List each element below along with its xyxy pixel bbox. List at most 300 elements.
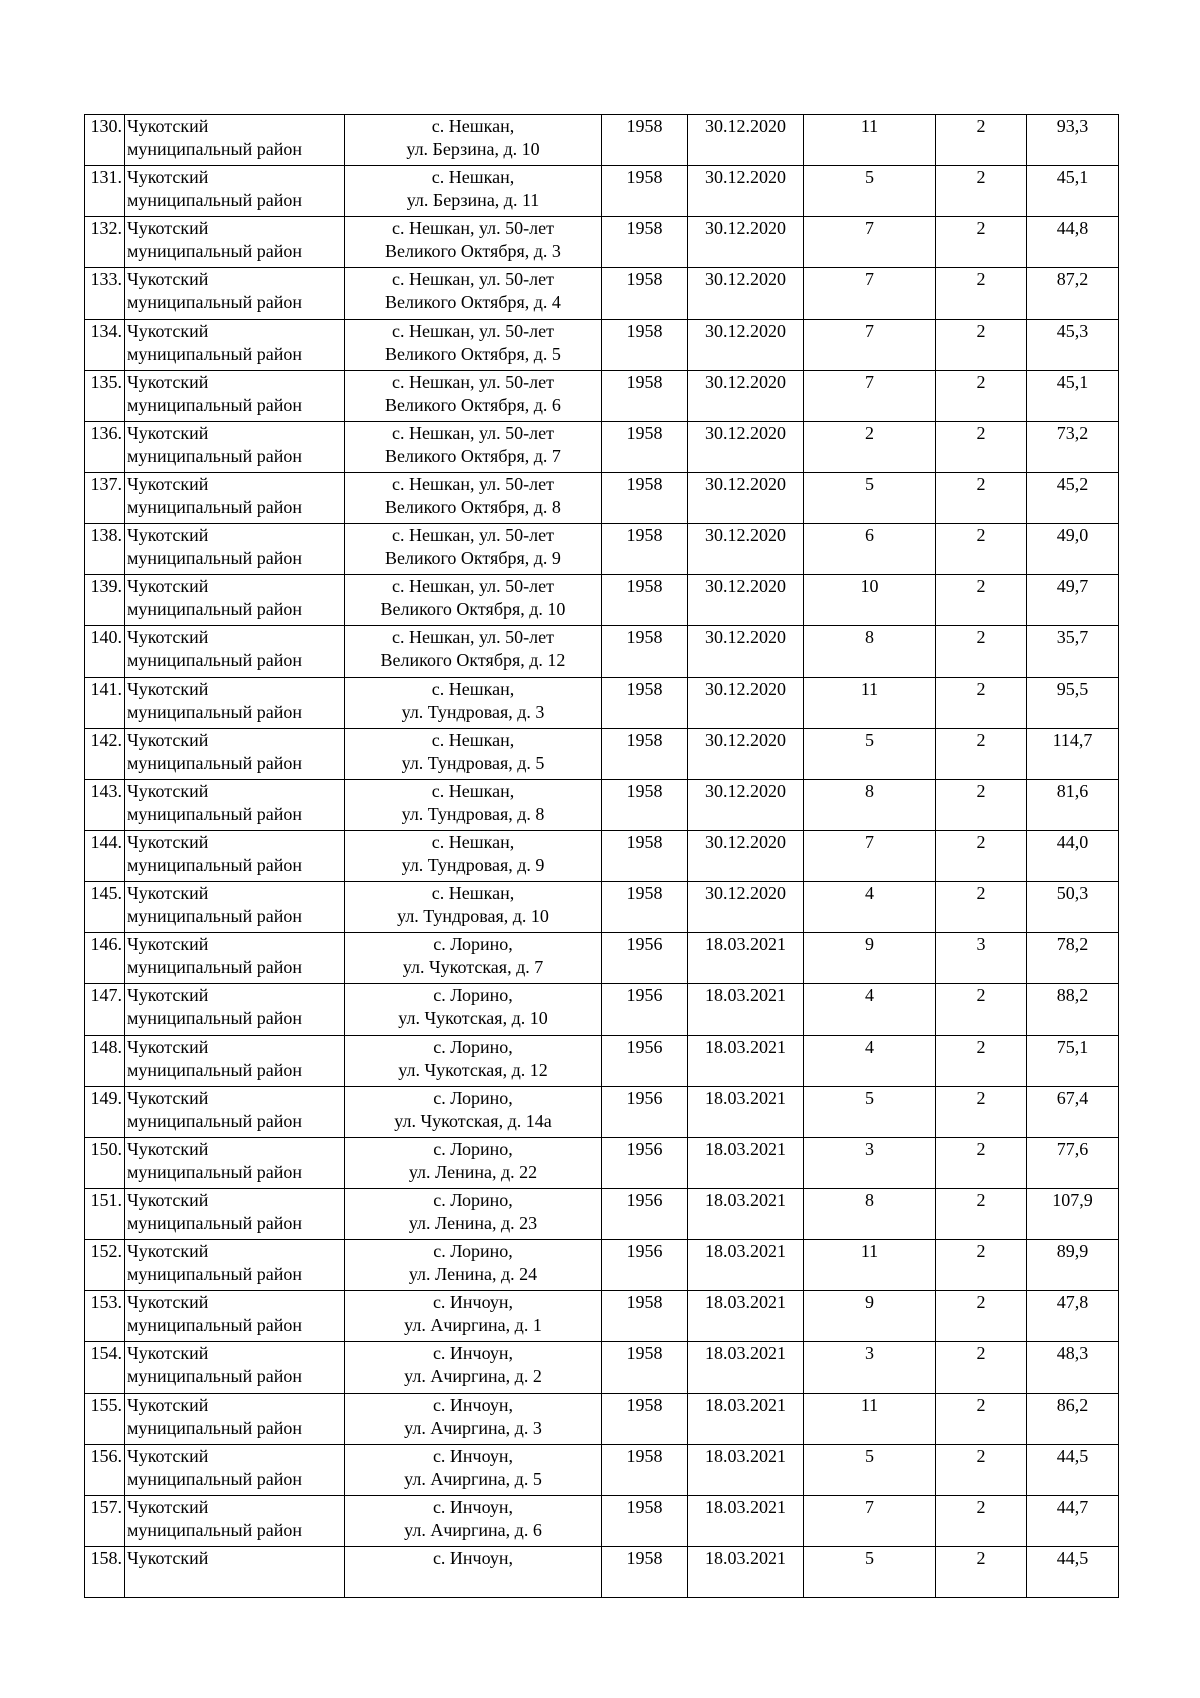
address-cell — [345, 1137, 602, 1188]
cell-c: 44,0 — [1056, 831, 1089, 852]
cell-mun2: муниципальный район — [127, 343, 303, 364]
table-row — [85, 1137, 1119, 1188]
address-cell — [345, 472, 602, 523]
area-cell — [1027, 1240, 1119, 1291]
cell-mun2: муниципальный район — [127, 1264, 303, 1285]
cell-mun1: Чукотский — [127, 831, 209, 852]
cell-b: 2 — [976, 473, 986, 494]
year-cell — [602, 779, 688, 830]
cell-a: 9 — [865, 934, 874, 955]
cell-c: 45,1 — [1056, 371, 1089, 392]
floors-cell — [936, 115, 1027, 166]
address-cell — [345, 984, 602, 1035]
address-cell — [345, 217, 602, 268]
cell-date: 18.03.2021 — [705, 1445, 786, 1466]
cell-b: 2 — [976, 1138, 986, 1159]
cell-b: 2 — [976, 1087, 986, 1108]
area-cell — [1027, 370, 1119, 421]
address-cell — [345, 1546, 602, 1597]
floors-cell — [936, 1291, 1027, 1342]
row-number — [85, 575, 125, 626]
cell-addr1: с. Нешкан, ул. 50-лет — [392, 269, 554, 290]
floors-cell — [936, 524, 1027, 575]
housing-registry-table — [84, 114, 1119, 1598]
cell-addr2: Великого Октября, д. 12 — [380, 650, 566, 671]
municipality-cell — [125, 677, 345, 728]
cell-year: 1958 — [626, 1547, 663, 1568]
cell-addr1: с. Нешкан, ул. 50-лет — [392, 422, 554, 443]
area-cell — [1027, 728, 1119, 779]
table-row — [85, 1086, 1119, 1137]
area-cell — [1027, 421, 1119, 472]
date-cell — [688, 575, 804, 626]
floors-cell — [936, 1035, 1027, 1086]
cell-mun2: муниципальный район — [127, 496, 303, 517]
count-cell — [804, 1086, 936, 1137]
cell-addr1: с. Нешкан, ул. 50-лет — [392, 576, 554, 597]
count-cell — [804, 626, 936, 677]
cell-mun2: муниципальный район — [127, 190, 303, 211]
cell-b: 2 — [976, 320, 986, 341]
cell-b: 2 — [976, 1394, 986, 1415]
cell-date: 18.03.2021 — [705, 1496, 786, 1517]
cell-date: 30.12.2020 — [705, 525, 786, 546]
cell-mun2: муниципальный район — [127, 1417, 303, 1438]
cell-addr1: с. Инчоун, — [432, 1343, 514, 1364]
cell-num: 150. — [90, 1138, 122, 1159]
row-number — [85, 933, 125, 984]
cell-mun2: муниципальный район — [127, 1315, 303, 1336]
cell-b: 2 — [976, 1189, 986, 1210]
date-cell — [688, 779, 804, 830]
count-cell — [804, 1035, 936, 1086]
cell-date: 18.03.2021 — [705, 1138, 786, 1159]
count-cell — [804, 677, 936, 728]
row-number — [85, 1291, 125, 1342]
municipality-cell — [125, 421, 345, 472]
cell-b: 2 — [976, 269, 986, 290]
floors-cell — [936, 779, 1027, 830]
cell-a: 5 — [865, 729, 874, 750]
cell-addr2: Великого Октября, д. 8 — [385, 496, 561, 517]
municipality-cell — [125, 1393, 345, 1444]
count-cell — [804, 268, 936, 319]
cell-num: 138. — [90, 525, 122, 546]
cell-mun2: муниципальный район — [127, 854, 303, 875]
cell-mun2: муниципальный район — [127, 292, 303, 313]
cell-a: 7 — [865, 831, 874, 852]
floors-cell — [936, 933, 1027, 984]
cell-mun1: Чукотский — [127, 1241, 209, 1262]
table-row — [85, 1546, 1119, 1597]
cell-num: 130. — [90, 116, 122, 136]
address-cell — [345, 575, 602, 626]
cell-addr1: с. Нешкан, ул. 50-лет — [392, 371, 554, 392]
date-cell — [688, 217, 804, 268]
cell-a: 5 — [865, 1445, 874, 1466]
cell-year: 1956 — [626, 985, 663, 1006]
floors-cell — [936, 626, 1027, 677]
year-cell — [602, 1393, 688, 1444]
cell-c: 114,7 — [1052, 729, 1093, 750]
floors-cell — [936, 370, 1027, 421]
cell-year: 1956 — [626, 1087, 663, 1108]
cell-date: 30.12.2020 — [705, 780, 786, 801]
address-cell — [345, 626, 602, 677]
count-cell — [804, 933, 936, 984]
area-cell — [1027, 217, 1119, 268]
area-cell — [1027, 1393, 1119, 1444]
count-cell — [804, 984, 936, 1035]
row-number — [85, 779, 125, 830]
area-cell — [1027, 984, 1119, 1035]
cell-addr2: ул. Тундровая, д. 3 — [401, 701, 545, 722]
address-cell — [345, 421, 602, 472]
address-cell — [345, 115, 602, 166]
cell-addr2: ул. Чукотская, д. 7 — [402, 957, 544, 978]
cell-b: 2 — [976, 678, 986, 699]
cell-a: 4 — [865, 883, 874, 904]
floors-cell — [936, 1240, 1027, 1291]
row-number — [85, 1546, 125, 1597]
area-cell — [1027, 268, 1119, 319]
date-cell — [688, 1444, 804, 1495]
cell-addr1: с. Инчоун, — [432, 1496, 514, 1517]
date-cell — [688, 1240, 804, 1291]
cell-num: 153. — [90, 1292, 122, 1313]
row-number — [85, 370, 125, 421]
cell-mun2: муниципальный район — [127, 445, 303, 466]
address-cell — [345, 1291, 602, 1342]
cell-num: 140. — [90, 627, 122, 648]
cell-a: 2 — [865, 422, 874, 443]
year-cell — [602, 575, 688, 626]
cell-addr2: ул. Тундровая, д. 5 — [401, 752, 545, 773]
date-cell — [688, 524, 804, 575]
table-row — [85, 1035, 1119, 1086]
area-cell — [1027, 1495, 1119, 1546]
cell-mun1: Чукотский — [127, 1036, 209, 1057]
cell-b: 2 — [976, 525, 986, 546]
table-row — [85, 370, 1119, 421]
cell-date: 30.12.2020 — [705, 218, 786, 239]
cell-year: 1958 — [626, 218, 663, 239]
table-row — [85, 882, 1119, 933]
cell-date: 30.12.2020 — [705, 269, 786, 290]
year-cell — [602, 1495, 688, 1546]
cell-c: 50,3 — [1056, 883, 1089, 904]
cell-a: 9 — [865, 1292, 874, 1313]
area-cell — [1027, 575, 1119, 626]
count-cell — [804, 728, 936, 779]
cell-addr2: ул. Ачиргина, д. 1 — [404, 1315, 542, 1336]
municipality-cell — [125, 1188, 345, 1239]
cell-year: 1958 — [626, 1394, 663, 1415]
cell-addr1: с. Нешкан, ул. 50-лет — [392, 218, 554, 239]
cell-mun2: муниципальный район — [127, 1212, 303, 1233]
cell-mun2: муниципальный район — [127, 957, 303, 978]
cell-a: 7 — [865, 320, 874, 341]
year-cell — [602, 1035, 688, 1086]
cell-num: 157. — [90, 1496, 122, 1517]
cell-date: 18.03.2021 — [705, 985, 786, 1006]
address-cell — [345, 1086, 602, 1137]
date-cell — [688, 1035, 804, 1086]
cell-num: 134. — [90, 320, 122, 341]
cell-mun2: муниципальный район — [127, 906, 303, 927]
cell-mun2: муниципальный район — [127, 650, 303, 671]
cell-addr1: с. Инчоун, — [432, 1445, 514, 1466]
municipality-cell — [125, 1137, 345, 1188]
cell-num: 151. — [90, 1189, 122, 1210]
date-cell — [688, 166, 804, 217]
cell-mun1: Чукотский — [127, 1189, 209, 1210]
address-cell — [345, 677, 602, 728]
cell-addr2: Великого Октября, д. 9 — [385, 548, 561, 569]
date-cell — [688, 319, 804, 370]
cell-b: 2 — [976, 831, 986, 852]
cell-mun1: Чукотский — [127, 371, 209, 392]
cell-addr1: с. Нешкан, — [431, 167, 515, 188]
table-row — [85, 575, 1119, 626]
cell-date: 30.12.2020 — [705, 729, 786, 750]
municipality-cell — [125, 779, 345, 830]
cell-year: 1958 — [626, 1445, 663, 1466]
cell-addr2: ул. Тундровая, д. 10 — [397, 906, 549, 927]
date-cell — [688, 1393, 804, 1444]
row-number — [85, 677, 125, 728]
date-cell — [688, 421, 804, 472]
cell-c: 44,8 — [1056, 218, 1089, 239]
cell-c: 49,0 — [1056, 525, 1089, 546]
address-cell — [345, 319, 602, 370]
cell-addr2: ул. Чукотская, д. 12 — [398, 1059, 548, 1080]
date-cell — [688, 1291, 804, 1342]
municipality-cell — [125, 115, 345, 166]
cell-addr1: с. Лорино, — [433, 1241, 513, 1262]
cell-c: 88,2 — [1056, 985, 1089, 1006]
cell-b: 2 — [976, 1445, 986, 1466]
municipality-cell — [125, 1035, 345, 1086]
year-cell — [602, 1444, 688, 1495]
date-cell — [688, 1342, 804, 1393]
cell-year: 1958 — [626, 422, 663, 443]
municipality-cell — [125, 1546, 345, 1597]
cell-num: 145. — [90, 883, 122, 904]
table-row — [85, 166, 1119, 217]
date-cell — [688, 882, 804, 933]
area-cell — [1027, 1342, 1119, 1393]
cell-num: 135. — [90, 371, 122, 392]
cell-addr2: ул. Берзина, д. 11 — [406, 190, 540, 211]
cell-b: 2 — [976, 1496, 986, 1517]
cell-year: 1958 — [626, 576, 663, 597]
cell-a: 8 — [865, 780, 874, 801]
area-cell — [1027, 1444, 1119, 1495]
count-cell — [804, 421, 936, 472]
cell-mun1: Чукотский — [127, 1547, 209, 1568]
cell-c: 86,2 — [1056, 1394, 1089, 1415]
date-cell — [688, 1546, 804, 1597]
year-cell — [602, 1291, 688, 1342]
cell-mun1: Чукотский — [127, 167, 209, 188]
cell-b: 2 — [976, 627, 986, 648]
municipality-cell — [125, 933, 345, 984]
floors-cell — [936, 1086, 1027, 1137]
cell-num: 132. — [90, 218, 122, 239]
cell-c: 73,2 — [1056, 422, 1089, 443]
year-cell — [602, 421, 688, 472]
year-cell — [602, 319, 688, 370]
floors-cell — [936, 882, 1027, 933]
cell-addr2: Великого Октября, д. 4 — [385, 292, 561, 313]
cell-year: 1958 — [626, 167, 663, 188]
table-row — [85, 524, 1119, 575]
cell-mun1: Чукотский — [127, 422, 209, 443]
cell-a: 11 — [860, 1394, 879, 1415]
year-cell — [602, 115, 688, 166]
cell-mun2: муниципальный район — [127, 803, 303, 824]
count-cell — [804, 115, 936, 166]
cell-num: 139. — [90, 576, 122, 597]
date-cell — [688, 268, 804, 319]
table-row — [85, 1188, 1119, 1239]
cell-addr2: Великого Октября, д. 3 — [385, 241, 561, 262]
cell-c: 93,3 — [1056, 116, 1089, 136]
cell-year: 1958 — [626, 525, 663, 546]
cell-addr1: с. Лорино, — [433, 1087, 513, 1108]
floors-cell — [936, 728, 1027, 779]
row-number — [85, 472, 125, 523]
date-cell — [688, 984, 804, 1035]
cell-addr1: с. Нешкан, — [431, 729, 515, 750]
area-cell — [1027, 882, 1119, 933]
cell-addr2: ул. Ленина, д. 23 — [408, 1212, 538, 1233]
year-cell — [602, 268, 688, 319]
municipality-cell — [125, 626, 345, 677]
cell-mun1: Чукотский — [127, 116, 209, 136]
cell-a: 5 — [865, 473, 874, 494]
date-cell — [688, 1188, 804, 1239]
row-number — [85, 1342, 125, 1393]
row-number — [85, 217, 125, 268]
cell-mun2: муниципальный район — [127, 241, 303, 262]
row-number — [85, 1137, 125, 1188]
count-cell — [804, 472, 936, 523]
count-cell — [804, 1342, 936, 1393]
cell-addr2: ул. Ачиргина, д. 2 — [404, 1366, 542, 1387]
cell-addr2: ул. Чукотская, д. 10 — [398, 1008, 548, 1029]
area-cell — [1027, 472, 1119, 523]
table-row — [85, 1291, 1119, 1342]
cell-mun2: муниципальный район — [127, 752, 303, 773]
cell-b: 2 — [976, 422, 986, 443]
cell-addr2: ул. Тундровая, д. 9 — [401, 854, 545, 875]
cell-date: 30.12.2020 — [705, 883, 786, 904]
floors-cell — [936, 575, 1027, 626]
table-row — [85, 1393, 1119, 1444]
cell-b: 2 — [976, 167, 986, 188]
cell-mun1: Чукотский — [127, 218, 209, 239]
cell-mun2: муниципальный район — [127, 1008, 303, 1029]
cell-b: 3 — [976, 934, 986, 955]
row-number — [85, 728, 125, 779]
cell-c: 67,4 — [1056, 1087, 1089, 1108]
count-cell — [804, 779, 936, 830]
cell-b: 2 — [976, 576, 986, 597]
floors-cell — [936, 984, 1027, 1035]
table-row — [85, 830, 1119, 881]
area-cell — [1027, 1035, 1119, 1086]
area-cell — [1027, 626, 1119, 677]
cell-date: 18.03.2021 — [705, 1394, 786, 1415]
date-cell — [688, 728, 804, 779]
cell-b: 2 — [976, 1292, 986, 1313]
table-row — [85, 319, 1119, 370]
cell-date: 30.12.2020 — [705, 473, 786, 494]
municipality-cell — [125, 268, 345, 319]
address-cell — [345, 779, 602, 830]
cell-c: 48,3 — [1056, 1343, 1089, 1364]
municipality-cell — [125, 830, 345, 881]
cell-c: 49,7 — [1056, 576, 1089, 597]
cell-date: 18.03.2021 — [705, 1241, 786, 1262]
municipality-cell — [125, 1495, 345, 1546]
table-row — [85, 421, 1119, 472]
cell-addr1: с. Нешкан, — [431, 780, 515, 801]
cell-c: 44,7 — [1056, 1496, 1089, 1517]
cell-mun2: муниципальный район — [127, 1059, 303, 1080]
cell-year: 1958 — [626, 729, 663, 750]
cell-b: 2 — [976, 985, 986, 1006]
table-row — [85, 933, 1119, 984]
date-cell — [688, 472, 804, 523]
cell-addr1: с. Нешкан, ул. 50-лет — [392, 627, 554, 648]
cell-b: 2 — [976, 1241, 986, 1262]
table-row — [85, 779, 1119, 830]
cell-addr2: ул. Тундровая, д. 8 — [401, 803, 545, 824]
cell-year: 1958 — [626, 678, 663, 699]
cell-c: 47,8 — [1056, 1292, 1089, 1313]
cell-mun2: муниципальный район — [127, 599, 303, 620]
cell-mun2: муниципальный район — [127, 394, 303, 415]
cell-year: 1958 — [626, 780, 663, 801]
cell-b: 2 — [976, 729, 986, 750]
count-cell — [804, 1546, 936, 1597]
cell-date: 30.12.2020 — [705, 831, 786, 852]
count-cell — [804, 830, 936, 881]
cell-mun2: муниципальный район — [127, 139, 303, 159]
address-cell — [345, 1035, 602, 1086]
cell-addr1: с. Нешкан, — [431, 831, 515, 852]
municipality-cell — [125, 1291, 345, 1342]
date-cell — [688, 370, 804, 421]
cell-a: 3 — [865, 1343, 874, 1364]
floors-cell — [936, 268, 1027, 319]
count-cell — [804, 370, 936, 421]
cell-date: 18.03.2021 — [705, 1343, 786, 1364]
year-cell — [602, 1342, 688, 1393]
cell-num: 158. — [90, 1547, 122, 1568]
cell-mun1: Чукотский — [127, 1496, 209, 1517]
row-number — [85, 1188, 125, 1239]
municipality-cell — [125, 984, 345, 1035]
table-row — [85, 626, 1119, 677]
cell-addr2: ул. Чукотская, д. 14а — [394, 1110, 552, 1131]
cell-mun1: Чукотский — [127, 576, 209, 597]
count-cell — [804, 1444, 936, 1495]
cell-mun1: Чукотский — [127, 678, 209, 699]
